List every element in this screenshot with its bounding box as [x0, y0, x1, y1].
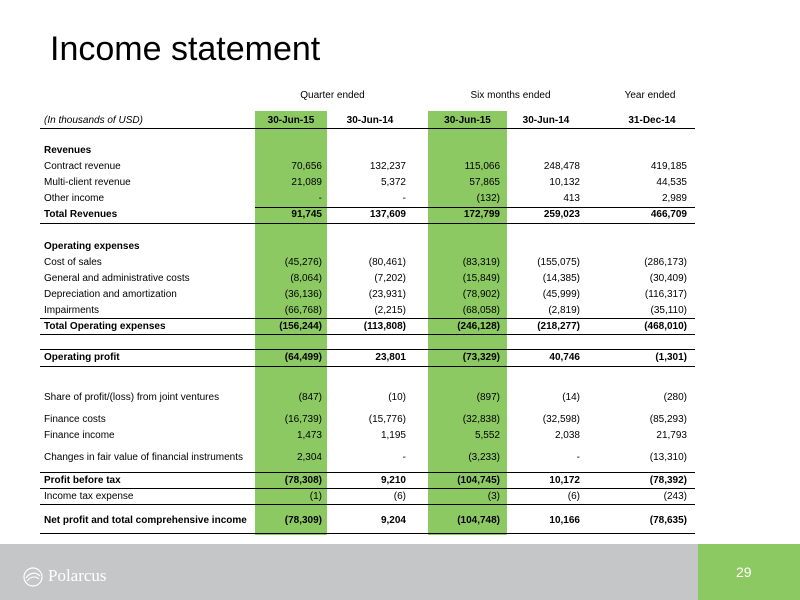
cell-value: (85,293) [649, 414, 687, 425]
cell-value: 23,801 [375, 352, 406, 363]
polarcus-logo-icon [22, 566, 44, 588]
units-label: (In thousands of USD) [44, 115, 143, 126]
table-row [0, 257, 800, 273]
cell-value: (847) [298, 392, 322, 403]
cell-value: (6) [567, 491, 580, 502]
row-label: Net profit and total comprehensive income [44, 515, 247, 526]
row-label: Depreciation and amortization [44, 289, 177, 300]
table-row [0, 475, 800, 491]
cell-value: (78,308) [284, 475, 322, 486]
cell-value: 137,609 [369, 209, 406, 220]
cell-value: (68,058) [462, 305, 500, 316]
cell-value: 413 [563, 193, 580, 204]
cell-value: (64,499) [284, 352, 322, 363]
logo-text: Polarcus [48, 566, 107, 585]
cell-value: (116,317) [644, 289, 687, 300]
row-label: Total Revenues [44, 209, 118, 220]
cell-value: 259,023 [543, 209, 580, 220]
table-row [0, 273, 800, 289]
cell-value: (113,808) [363, 321, 406, 332]
cell-value: 115,066 [464, 161, 500, 172]
cell-value: 1,195 [380, 430, 406, 441]
header-year-ended: Year ended [624, 90, 676, 101]
row-label: Multi-client revenue [44, 177, 131, 188]
company-logo [22, 564, 142, 590]
cell-value: (66,768) [284, 305, 322, 316]
cell-value: 419,185 [650, 161, 687, 172]
cell-value: - [576, 452, 580, 463]
page-number: 29 [736, 564, 752, 580]
cell-value: (2,215) [374, 305, 406, 316]
column-header: 30-Jun-14 [346, 115, 394, 126]
cell-value: 1,473 [296, 430, 322, 441]
column-header: 30-Jun-14 [522, 115, 570, 126]
cell-value: - [318, 193, 322, 204]
table-row [0, 392, 800, 408]
cell-value: - [402, 193, 406, 204]
cell-value: (243) [663, 491, 687, 502]
cell-value: (16,739) [284, 414, 322, 425]
cell-value: (218,277) [537, 321, 580, 332]
cell-value: (1) [309, 491, 322, 502]
table-row [0, 161, 800, 177]
cell-value: (155,075) [537, 257, 580, 268]
table-row [0, 289, 800, 305]
rule-bottom [40, 533, 695, 534]
rule-above-operating-profit [40, 349, 695, 350]
cell-value: (8,064) [290, 273, 322, 284]
cell-value: 2,304 [296, 452, 322, 463]
row-label: Other income [44, 193, 105, 204]
cell-value: (80,461) [368, 257, 406, 268]
cell-value: 132,237 [369, 161, 406, 172]
cell-value: (468,010) [644, 321, 687, 332]
table-row [0, 193, 800, 209]
cell-value: (7,202) [374, 273, 406, 284]
cell-value: (45,276) [284, 257, 322, 268]
row-label: Impairments [44, 305, 100, 316]
cell-value: (23,931) [368, 289, 406, 300]
table-row [0, 321, 800, 337]
row-label: Finance income [44, 430, 115, 441]
table-row [0, 352, 800, 368]
cell-value: (132) [476, 193, 500, 204]
cell-value: (73,329) [462, 352, 500, 363]
cell-value: (14,385) [542, 273, 580, 284]
cell-value: - [402, 452, 406, 463]
cell-value: 9,204 [380, 515, 406, 526]
cell-value: 9,210 [380, 475, 406, 486]
cell-value: 91,745 [291, 209, 322, 220]
row-label: Income tax expense [44, 491, 134, 502]
cell-value: 5,552 [474, 430, 500, 441]
cell-value: (13,310) [649, 452, 687, 463]
cell-value: (3,233) [468, 452, 500, 463]
table-row [0, 430, 800, 446]
cell-value: 5,372 [380, 177, 406, 188]
cell-value: 10,166 [549, 515, 580, 526]
column-header: 30-Jun-15 [267, 115, 315, 126]
table-row [0, 209, 800, 225]
cell-value: 21,793 [656, 430, 687, 441]
cell-value: (104,745) [457, 475, 500, 486]
cell-value: (3) [487, 491, 500, 502]
row-label: Cost of sales [44, 257, 102, 268]
rule-under-headers [40, 128, 695, 129]
cell-value: (78,392) [649, 475, 687, 486]
column-header: 30-Jun-15 [444, 115, 491, 126]
cell-value: (15,776) [368, 414, 406, 425]
cell-value: 44,535 [656, 177, 687, 188]
cell-value: 2,038 [554, 430, 580, 441]
cell-value: 10,172 [549, 475, 580, 486]
cell-value: (10) [388, 392, 406, 403]
row-label: Operating profit [44, 352, 120, 363]
cell-value: 2,989 [661, 193, 687, 204]
cell-value: (156,244) [279, 321, 322, 332]
column-header: 31-Dec-14 [628, 115, 676, 126]
cell-value: (14) [562, 392, 580, 403]
table-row [0, 491, 800, 507]
row-label: Operating expenses [44, 241, 140, 252]
cell-value: (78,635) [649, 515, 687, 526]
cell-value: (104,748) [457, 515, 500, 526]
cell-value: (286,173) [644, 257, 687, 268]
table-row [0, 241, 800, 257]
cell-value: (32,598) [542, 414, 580, 425]
cell-value: 10,132 [549, 177, 580, 188]
cell-value: 40,746 [549, 352, 580, 363]
table-row [0, 414, 800, 430]
row-label: Changes in fair value of financial instruments [44, 452, 243, 463]
cell-value: (897) [476, 392, 500, 403]
table-row [0, 515, 800, 531]
cell-value: 21,089 [291, 177, 322, 188]
cell-value: (78,309) [284, 515, 322, 526]
row-label: Profit before tax [44, 475, 121, 486]
table-row [0, 145, 800, 161]
page-title: Income statement [50, 30, 321, 68]
cell-value: (246,128) [457, 321, 500, 332]
header-quarter-ended: Quarter ended [300, 90, 365, 101]
cell-value: (35,110) [650, 305, 687, 316]
cell-value: (2,819) [548, 305, 580, 316]
cell-value: 466,709 [650, 209, 687, 220]
row-label: Total Operating expenses [44, 321, 166, 332]
cell-value: (83,319) [462, 257, 500, 268]
cell-value: (45,999) [542, 289, 580, 300]
cell-value: 70,656 [291, 161, 322, 172]
cell-value: (280) [663, 392, 687, 403]
table-row [0, 305, 800, 321]
cell-value: (36,136) [284, 289, 322, 300]
rule-above-profit-before-tax [40, 472, 695, 473]
header-six-months-ended: Six months ended [470, 90, 551, 101]
row-label: Share of profit/(loss) from joint ventures [44, 392, 220, 403]
row-label: Contract revenue [44, 161, 121, 172]
row-label: Revenues [44, 145, 92, 156]
cell-value: (6) [393, 491, 406, 502]
cell-value: 57,865 [469, 177, 500, 188]
cell-value: (15,849) [462, 273, 500, 284]
table-row [0, 452, 800, 468]
cell-value: (1,301) [655, 352, 687, 363]
cell-value: (78,902) [462, 289, 500, 300]
table-row [0, 177, 800, 193]
cell-value: (32,838) [462, 414, 500, 425]
row-label: General and administrative costs [44, 273, 190, 284]
cell-value: 248,478 [543, 161, 580, 172]
row-label: Finance costs [44, 414, 106, 425]
cell-value: (30,409) [649, 273, 687, 284]
cell-value: 172,799 [463, 209, 500, 220]
